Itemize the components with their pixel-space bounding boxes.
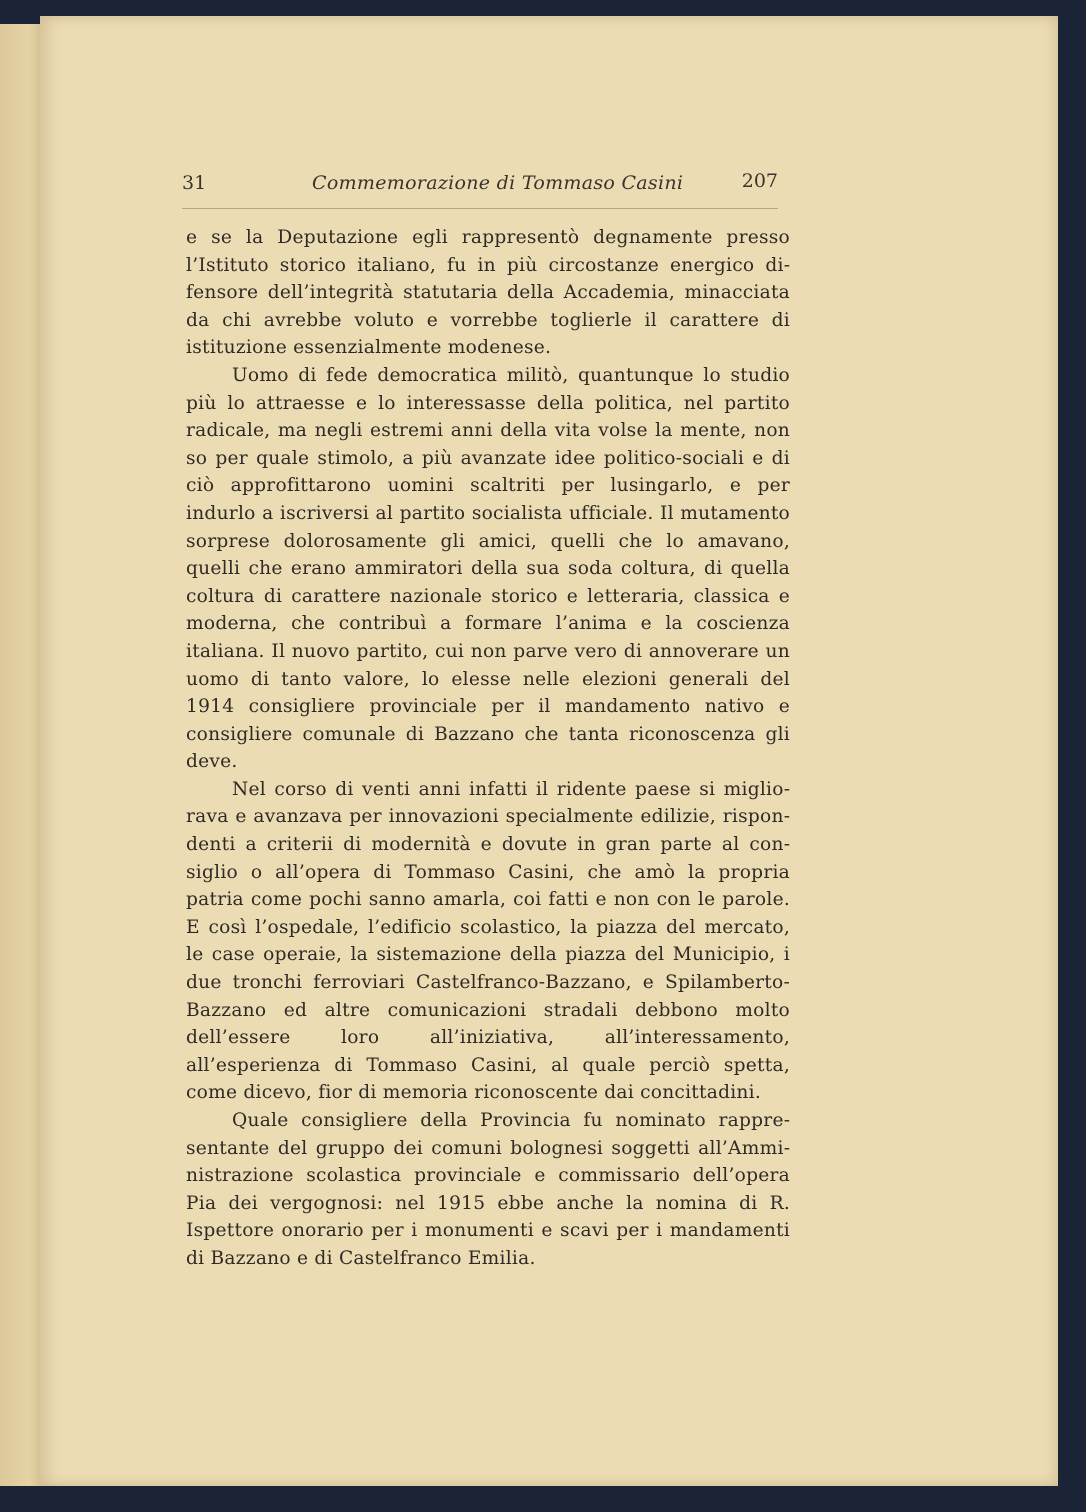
header-rule	[182, 208, 778, 209]
paragraph-2: Uomo di fede democratica militò, quantunque lo studio più lo attraesse e lo interessasse della politica, nel partito radicale, ma negli estremi anni della vita volse la mente, non so per quale stimolo, a più avanzate idee politico-sociali e di ciò approfittarono uomini scaltriti per lusingarlo, e per indurlo a iscriversi al partito socialista ufficiale. Il mutamento sorprese dolorosamente gli amici, quelli che lo amavano, quelli che erano ammiratori della sua soda coltura, di quella coltura di carattere nazionale storico e letteraria, classica e moderna, che contribuì a formare l’anima e la coscienza italiana. Il nuovo partito, cui non parve vero di annoverare un uomo di tanto valore, lo elesse nelle elezioni generali del 1914 consigliere provinciale per il mandamento nativo e consigliere comunale di Bazzano che tanta riconoscenza gli deve.	[186, 364, 790, 773]
left-page-number: 31	[182, 172, 207, 194]
paragraph-1: e se la Deputazione egli rappresentò degnamente presso l’Istituto storico italiano, fu in più circostanze energico difensore dell’integrità statutaria della Accademia, minacciata da chi avrebbe voluto e vorrebbe toglierle il carattere di istituzione essenzialmente modenese.	[186, 227, 790, 359]
right-page-number: 207	[741, 170, 778, 192]
paragraph-4: Quale consigliere della Provincia fu nominato rappresentante del gruppo dei comuni bolognesi soggetti all’Amministrazione scolastica provinciale e commissario dell’opera Pia dei vergognosi: nel 1915 ebbe anche la nomina di R. Ispettore onorario per i monumenti e scavi per i mandamenti di Bazzano e di Castelfranco Emilia.	[186, 1110, 790, 1269]
running-header	[182, 172, 782, 200]
body-text	[186, 224, 790, 1273]
running-title: Commemorazione di Tommaso Casini	[312, 172, 684, 194]
paragraph-3: Nel corso di venti anni infatti il ridente paese si migliorava e avanzava per innovazioni specialmente edilizie, rispondenti a criterii di modernità e dovute in gran parte al consiglio o all’opera di Tommaso Casini, che amò la propria patria come pochi sanno amarla, coi fatti e non con le parole. E così l’ospedale, l’edificio scolastico, la piazza del mercato, le case operaie, la sistemazione della piazza del Municipio, i due tronchi ferroviari Castelfranco-Bazzano, e Spilamberto-Bazzano ed altre comunicazioni stradali debbono molto dell’essere loro all’iniziativa, all’interessamento, all’esperienza di Tommaso Casini, al quale perciò spetta, come dicevo, fior di memoria riconoscente dai concittadini.	[186, 778, 790, 1104]
